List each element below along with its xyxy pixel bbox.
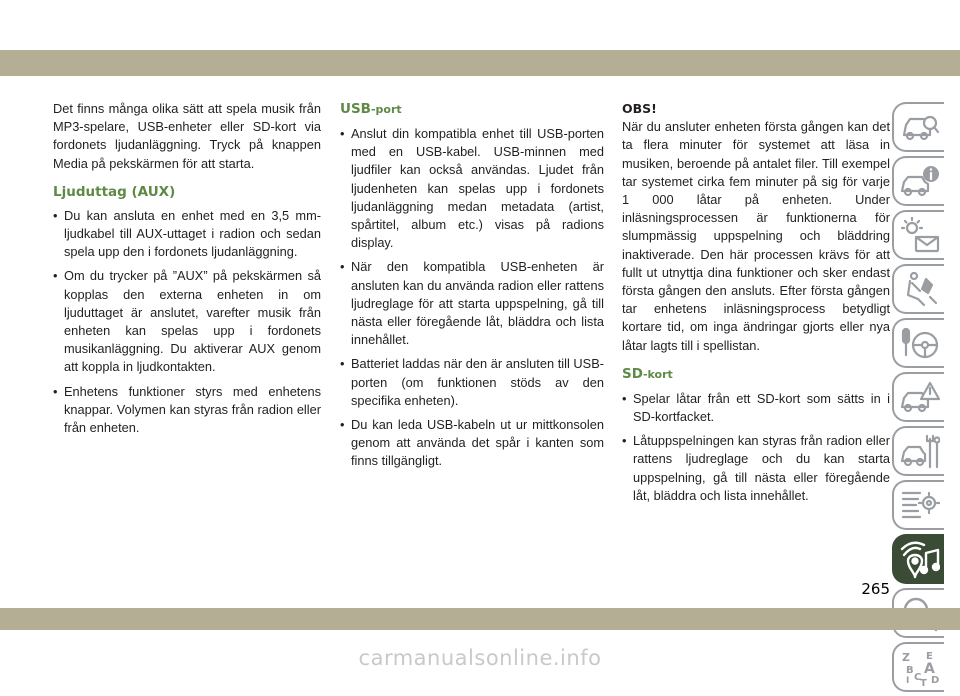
index-letter-e: E — [926, 651, 933, 662]
music-navigation-icon — [900, 541, 940, 579]
list-item: • Enhetens funktioner styrs med enhetens knappar. Volymen kan styras från radion eller från enheten. — [53, 383, 321, 438]
bottom-footer-band — [0, 608, 960, 630]
usb-heading — [340, 100, 604, 119]
car-search-icon — [900, 109, 940, 147]
list-item: • Batteriet laddas när den är ansluten till USB-porten (om funktionen stöds av den specifika enheten). — [340, 355, 604, 410]
list-item: • Du kan ansluta en enhet med en 3,5 mm-ljudkabel till AUX-uttaget i radion och sedan spela upp den i fordonets ljudanläggning. — [53, 207, 321, 262]
list-item: • Om du trycker på ”AUX” på pekskärmen så kopplas den externa enheten in om ljuduttaget är anslutet, varefter musik från enheten kan spelas upp i fordonets musikanläggning. Du aktiverar AUX genom att koppla in ljudkontakten. — [53, 267, 321, 376]
tab-service[interactable] — [892, 426, 944, 476]
tab-multimedia[interactable] — [892, 534, 944, 584]
index-letter-b: B — [906, 665, 914, 676]
obs-label: OBS! — [622, 101, 657, 116]
index-letter-z: Z — [902, 651, 910, 664]
list-item: • Spelar låtar från ett SD-kort som sätts in i SD-kortfacket. — [622, 390, 890, 426]
section-tabs — [892, 102, 948, 696]
list-item: • När den kompatibla USB-enheten är ansluten kan du använda radion eller rattens ljudreglage för att starta uppspelning, gå till nästa eller föregående låt, bläddra och lista innehållet. — [340, 258, 604, 349]
index-letter-d: D — [931, 675, 940, 686]
aux-bullet-list — [53, 207, 321, 437]
index-letter-t: T — [920, 678, 927, 687]
column-middle — [340, 100, 604, 477]
tab-car-search[interactable] — [892, 102, 944, 152]
column-left — [53, 100, 321, 443]
watermark-text: carmanualsonline.info — [358, 646, 602, 670]
usb-heading-suffix: -port — [370, 103, 402, 116]
usb-bullet-list — [340, 125, 604, 471]
column-right — [622, 100, 890, 511]
seat-airbag-icon — [900, 271, 940, 309]
page-number: 265 — [861, 580, 890, 598]
list-item: • Du kan leda USB-kabeln ut ur mittkonsolen genom att använda det spår i kanten som finns tillgängligt. — [340, 416, 604, 471]
top-header-band — [0, 50, 960, 76]
sd-heading — [622, 365, 890, 384]
tab-car-info[interactable] — [892, 156, 944, 206]
list-item: • Låtuppspelningen kan styras från radion eller rattens ljudreglage och du kan starta uppspelning, gå till nästa eller föregående låt, bläddra och lista innehållet. — [622, 432, 890, 505]
tab-specifications[interactable] — [892, 480, 944, 530]
list-gear-icon — [900, 487, 940, 525]
sd-heading-main: SD — [622, 365, 643, 382]
list-item: • Anslut din kompatibla enhet till USB-porten med en USB-kabel. USB-minnen med ljudfiler kan också användas. Ljudet från ljudenheten kan spelas upp i fordonets ljudanläggning medan metadata (artist, spårtitel, album etc.) visas på radions display. — [340, 125, 604, 252]
intro-paragraph: Det finns många olika sätt att spela musik från MP3-spelare, USB-enheter eller SD-kort via fordonets ljudanläggning. Tryck på knappen Media på pekskärmen för att starta. — [53, 101, 321, 171]
key-steering-wheel-icon — [900, 325, 940, 363]
tab-safety[interactable] — [892, 264, 944, 314]
aux-heading: Ljuduttag (AUX) — [53, 183, 176, 200]
obs-note-text: När du ansluter enheten första gången kan det ta flera minuter för systemet att läsa in musiken, beroende på antalet filer. Till exempel tar systemet cirka fem minuter på sig för varje 1 000 låtar på enheten. Under inläsningsprocessen är funktionerna för slumpmässig uppspelning och bläddring inaktiverade. Den här processen krävs för att fullt ut utnyttja dina funktioner och sker endast första gången den ansluts. Efter första gången tar enhetens inläsningsprocess betydligt kortare tid, om inga ändringar gjorts eller nya låtar lagts till i spellistan. — [622, 119, 890, 353]
tab-emergency[interactable] — [892, 372, 944, 422]
car-hazard-icon — [900, 379, 940, 417]
tab-warning-lights[interactable] — [892, 210, 944, 260]
car-tools-icon — [900, 433, 940, 471]
index-letter-a: A — [924, 661, 935, 677]
index-letter-i: I — [906, 676, 910, 686]
tab-starting-driving[interactable] — [892, 318, 944, 368]
warning-light-message-icon — [900, 217, 940, 255]
index-letter-c: C — [914, 672, 922, 683]
sd-heading-suffix: -kort — [642, 367, 673, 381]
usb-heading-main: USB — [340, 101, 371, 117]
car-info-icon — [900, 163, 940, 201]
sd-bullet-list — [622, 390, 890, 505]
